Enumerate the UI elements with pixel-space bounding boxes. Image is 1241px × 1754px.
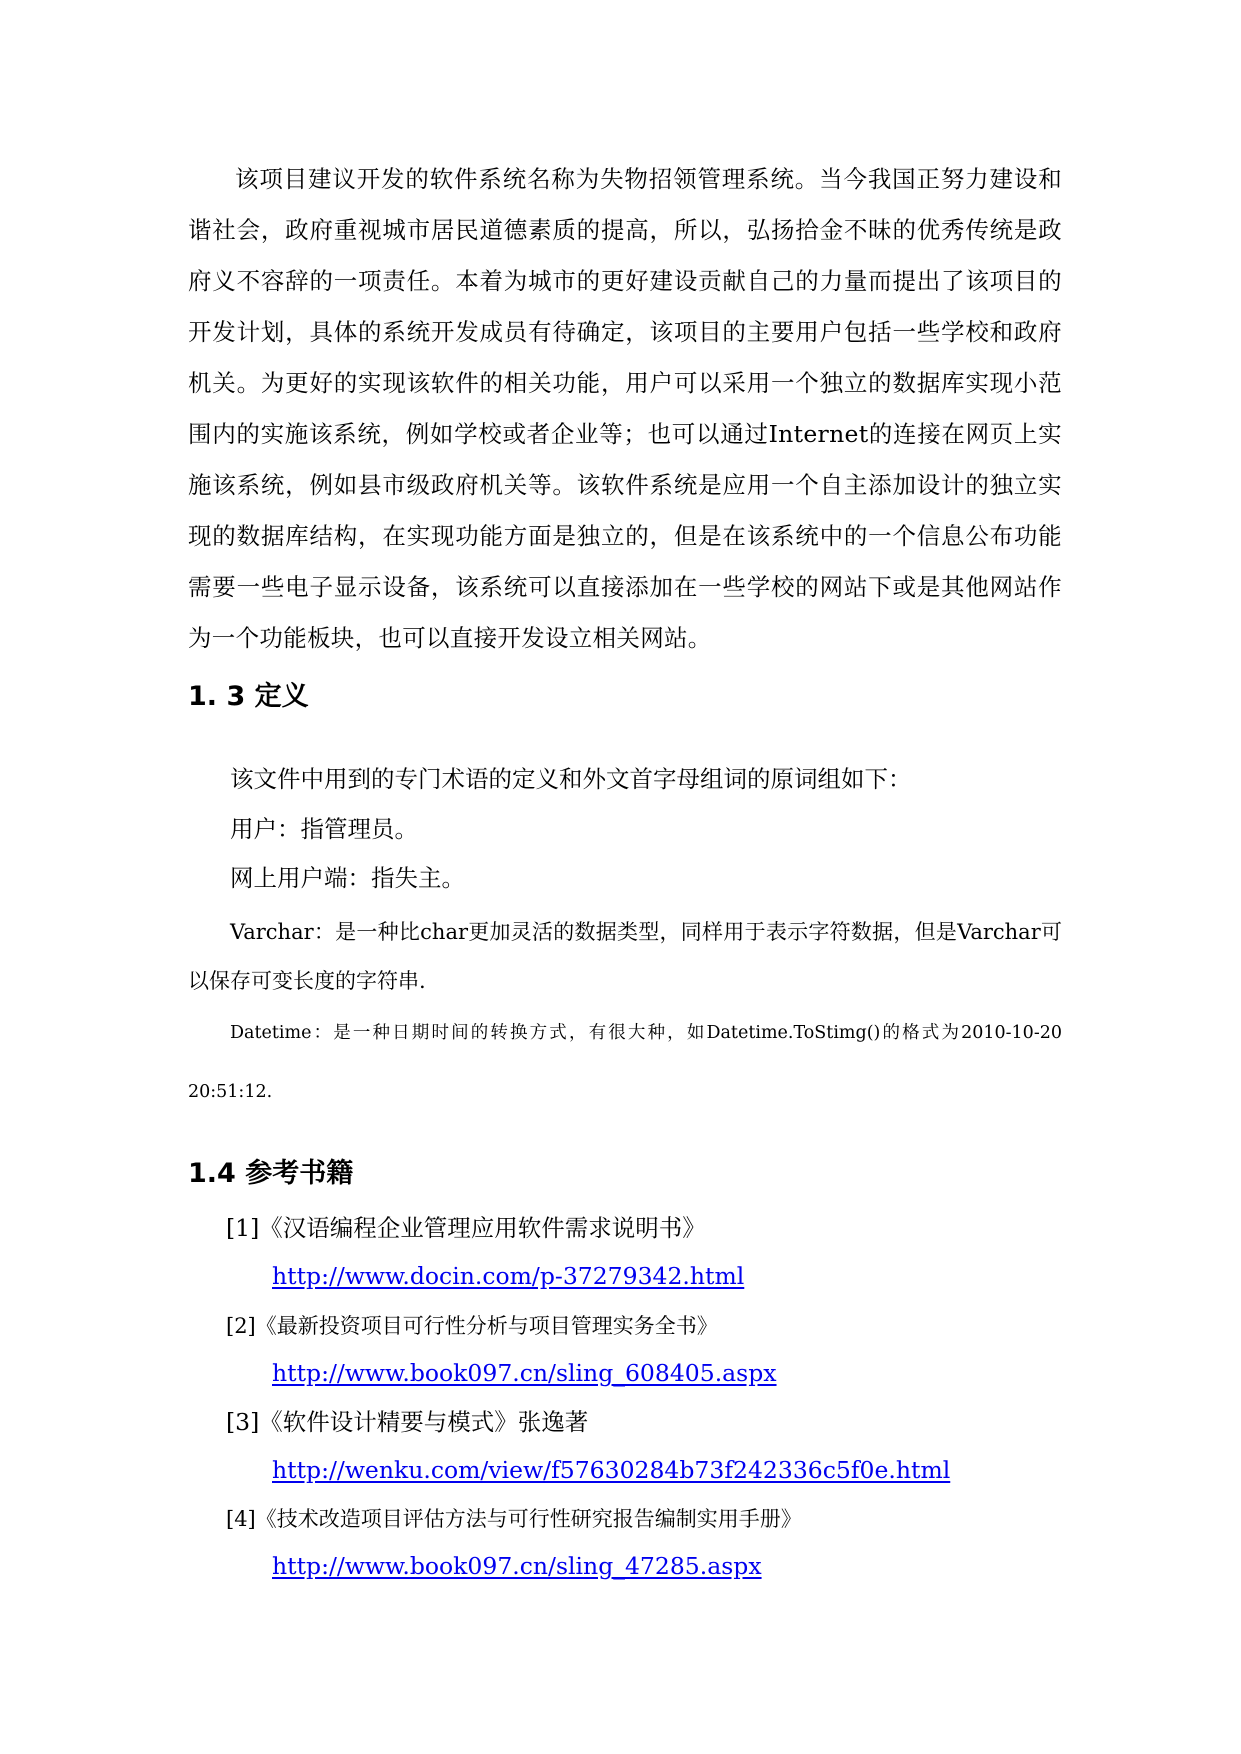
intro-paragraph: 该项目建议开发的软件系统名称为失物招领管理系统。当今我国正努力建设和谐社会，政府重视城市居民道德素质的提高，所以，弘扬拾金不昧的优秀传统是政府义不容辞的一项责任。本着为城市的更好建设贡献自己的力量而提出了该项目的开发计划，具体的系统开发成员有待确定，该项目的主要用户包括一些学校和政府机关。为更好的实现该软件的相关功能，用户可以采用一个独立的数据库实现小范围内的实施该系统，例如学校或者企业等；也可以通过Internet的连接在网页上实施该系统，例如县市级政府机关等。该软件系统是应用一个自主添加设计的独立实现的数据库结构，在实现功能方面是独立的，但是在该系统中的一个信息公布功能需要一些电子显示设备，该系统可以直接添加在一些学校的网站下或是其他网站作为一个功能板块，也可以直接开发设立相关网站。: [188, 165, 1062, 652]
reference-link[interactable]: http://www.book097.cn/sling_47285.aspx: [272, 1552, 762, 1580]
section-heading-references: 1.4 参考书籍: [188, 1158, 354, 1189]
definition-web-user: 网上用户端：指失主。: [230, 864, 465, 892]
definitions-intro: 该文件中用到的专门术语的定义和外文首字母组词的原词组如下：: [230, 765, 912, 793]
reference-title: [3]《软件设计精要与模式》张逸著: [226, 1408, 589, 1436]
reference-link[interactable]: http://www.docin.com/p-37279342.html: [272, 1262, 745, 1290]
definition-user: 用户：指管理员。: [230, 815, 418, 843]
section-heading-definitions: 1. 3 定义: [188, 681, 309, 712]
reference-link[interactable]: http://www.book097.cn/sling_608405.aspx: [272, 1359, 777, 1387]
definition-varchar: Varchar：是一种比char更加灵活的数据类型，同样用于表示字符数据，但是Varchar可以保存可变长度的字符串.: [188, 920, 1062, 993]
reference-title: [4]《技术改造项目评估方法与可行性研究报告编制实用手册》: [226, 1507, 802, 1531]
reference-title: [1]《汉语编程企业管理应用软件需求说明书》: [226, 1214, 706, 1242]
reference-link[interactable]: http://wenku.com/view/f57630284b73f242336c5f0e.html: [272, 1456, 951, 1484]
reference-title: [2]《最新投资项目可行性分析与项目管理实务全书》: [226, 1314, 718, 1338]
definition-datetime: Datetime：是一种日期时间的转换方式，有很大种，如Datetime.ToStimg()的格式为2010-10-20 20:51:12.: [188, 1023, 1062, 1102]
